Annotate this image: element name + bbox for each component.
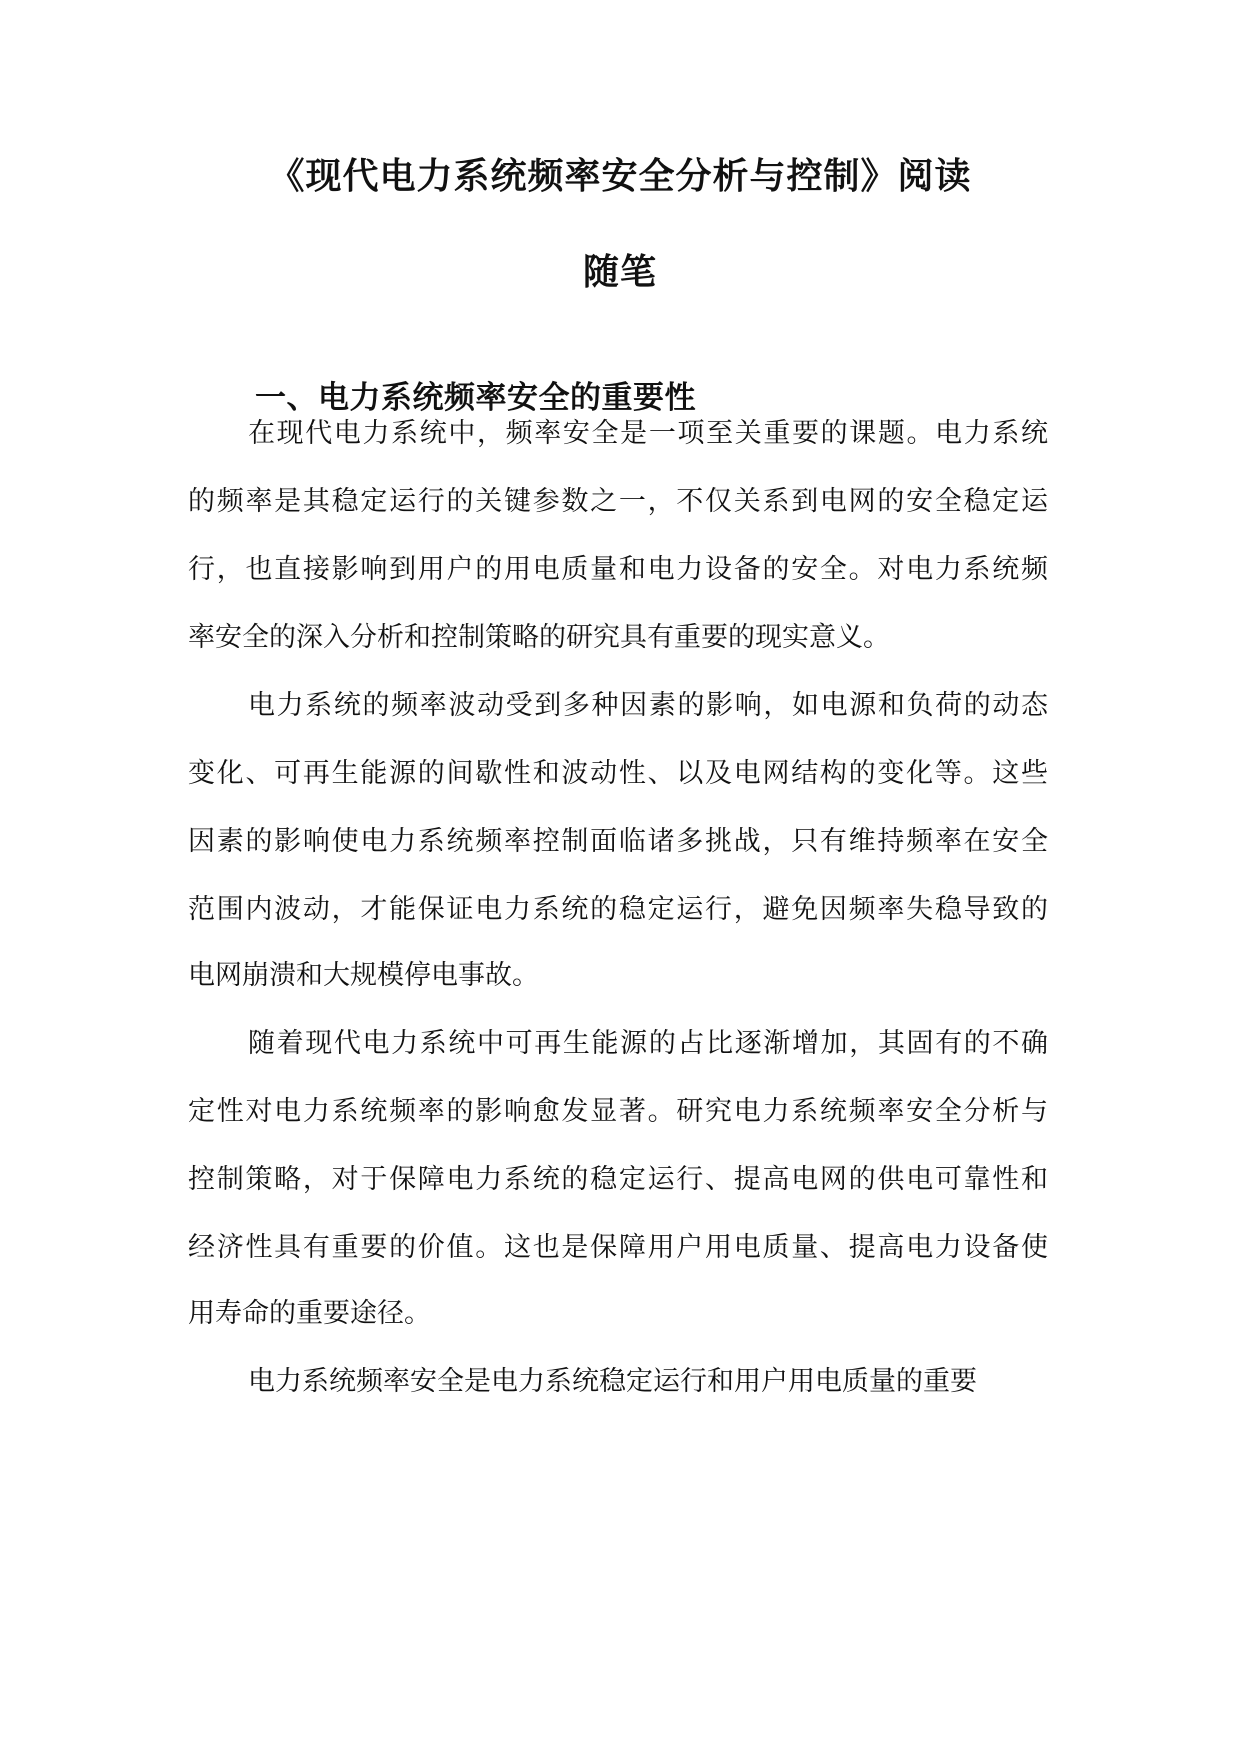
paragraph-2-line-4: 范围内波动，才能保证电力系统的稳定运行，避免因频率失稳导致的 xyxy=(188,894,1048,925)
paragraph-1-line-1: 在现代电力系统中，频率安全是一项至关重要的课题。电力系统 xyxy=(248,418,1048,449)
paragraph-3-line-2: 定性对电力系统频率的影响愈发显著。研究电力系统频率安全分析与 xyxy=(188,1096,1048,1127)
paragraph-2-line-2: 变化、可再生能源的间歇性和波动性、以及电网结构的变化等。这些 xyxy=(188,758,1048,789)
paragraph-2-line-5: 电网崩溃和大规模停电事故。 xyxy=(188,960,539,991)
paragraph-3-line-1: 随着现代电力系统中可再生能源的占比逐渐增加，其固有的不确 xyxy=(248,1028,1048,1059)
paragraph-2-line-1: 电力系统的频率波动受到多种因素的影响，如电源和负荷的动态 xyxy=(248,690,1048,721)
paragraph-3-line-3: 控制策略，对于保障电力系统的稳定运行、提高电网的供电可靠性和 xyxy=(188,1164,1048,1195)
paragraph-3-line-4: 经济性具有重要的价值。这也是保障用户用电质量、提高电力设备使 xyxy=(188,1232,1048,1263)
paragraph-3-line-5: 用寿命的重要途径。 xyxy=(188,1298,431,1329)
paragraph-1-line-4: 率安全的深入分析和控制策略的研究具有重要的现实意义。 xyxy=(188,622,890,653)
paragraph-1-line-2: 的频率是其稳定运行的关键参数之一，不仅关系到电网的安全稳定运 xyxy=(188,486,1048,517)
document-title-line-2: 随笔 xyxy=(582,251,657,293)
paragraph-1-line-3: 行，也直接影响到用户的用电质量和电力设备的安全。对电力系统频 xyxy=(188,554,1048,585)
paragraph-2-line-3: 因素的影响使电力系统频率控制面临诸多挑战，只有维持频率在安全 xyxy=(188,826,1048,857)
paragraph-4-line-1: 电力系统频率安全是电力系统稳定运行和用户用电质量的重要 xyxy=(248,1366,977,1397)
document-title-line-1: 《现代电力系统频率安全分析与控制》阅读 xyxy=(268,155,972,197)
section-heading: 一、电力系统频率安全的重要性 xyxy=(255,380,696,416)
